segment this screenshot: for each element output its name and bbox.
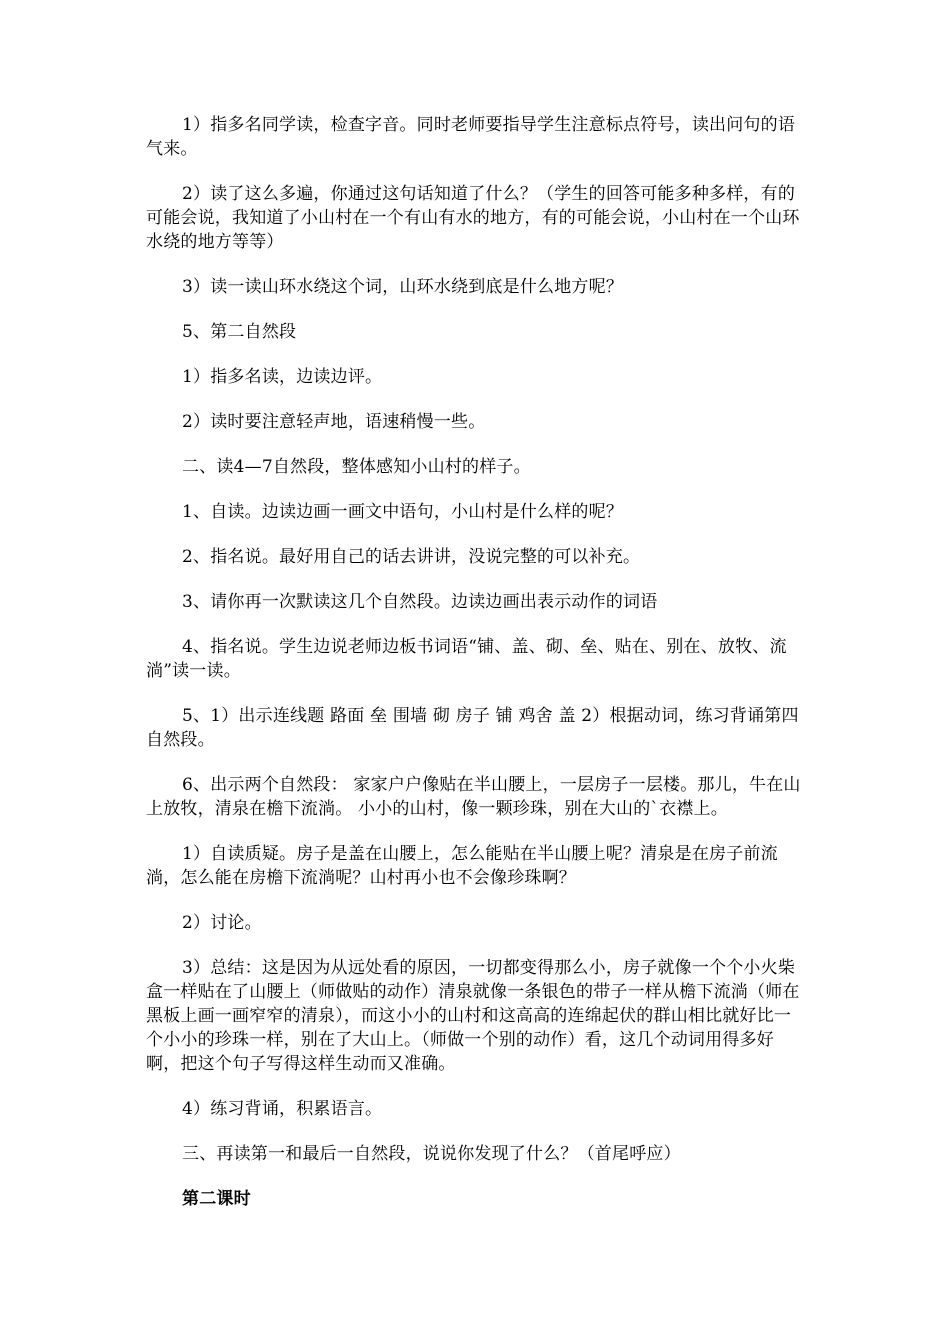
paragraph-15: 2）讨论。	[182, 913, 262, 933]
document-page	[146, 113, 806, 1232]
paragraph-4: 5、第二自然段	[182, 322, 297, 342]
section-heading: 第二课时	[182, 1189, 251, 1209]
paragraph-14: 1）自读质疑。房子是盖在山腰上，怎么能贴在半山腰上呢？清泉是在房子前流淌，怎么能在房檐下流淌呢？山村再小也不会像珍珠啊？	[146, 844, 778, 888]
paragraph-3: 3）读一读山环水绕这个词，山环水绕到底是什么地方呢？	[182, 277, 624, 297]
paragraph-6: 2）读时要注意轻声地，语速稍慢一些。	[182, 412, 486, 432]
paragraph-7: 二、读4—7自然段，整体感知小山村的样子。	[182, 457, 531, 477]
paragraph-8: 1、自读。边读边画一画文中语句，小山村是什么样的呢？	[182, 502, 624, 522]
paragraph-18: 三、再读第一和最后一自然段，说说你发现了什么？（首尾呼应）	[182, 1144, 681, 1164]
paragraph-1: 1）指多名同学读，检查字音。同时老师要指导学生注意标点符号，读出问句的语气来。	[146, 115, 796, 159]
paragraph-5: 1）指多名读，边读边评。	[182, 367, 383, 387]
paragraph-10: 3、请你再一次默读这几个自然段。边读边画出表示动作的词语	[182, 592, 658, 612]
paragraph-12: 5、1）出示连线题 路面 垒 围墙 砌 房子 铺 鸡舍 盖 2）根据动词，练习背诵第四自然段。	[146, 706, 799, 750]
paragraph-9: 2、指名说。最好用自己的话去讲讲，没说完整的可以补充。	[182, 547, 641, 567]
paragraph-2: 2）读了这么多遍，你通过这句话知道了什么？（学生的回答可能多种多样，有的可能会说，我知道了小山村在一个有山有水的地方，有的可能会说，小山村在一个山环水绕的地方等等）	[146, 184, 800, 252]
paragraph-11: 4、指名说。学生边说老师边板书词语“铺、盖、砌、垒、贴在、别在、放牧、流淌”读一读。	[146, 637, 787, 681]
paragraph-16: 3）总结：这是因为从远处看的原因，一切都变得那么小，房子就像一个个小火柴盒一样贴在了山腰上（师做贴的动作）清泉就像一条银色的带子一样从檐下流淌（师在黑板上画一画窄窄的清泉），而这小小的山村和这高高的连绵起伏的群山相比就好比一个小小的珍珠一样，别在了大山上。（师做一个别的动作）看，这几个动词用得多好啊，把这个句子写得这样生动而又准确。	[146, 958, 800, 1074]
paragraph-17: 4）练习背诵，积累语言。	[182, 1099, 383, 1119]
paragraph-13: 6、出示两个自然段： 家家户户像贴在半山腰上，一层房子一层楼。那儿，牛在山上放牧，清泉在檐下流淌。 小小的山村，像一颗珍珠，别在大山的`衣襟上。	[146, 775, 801, 819]
